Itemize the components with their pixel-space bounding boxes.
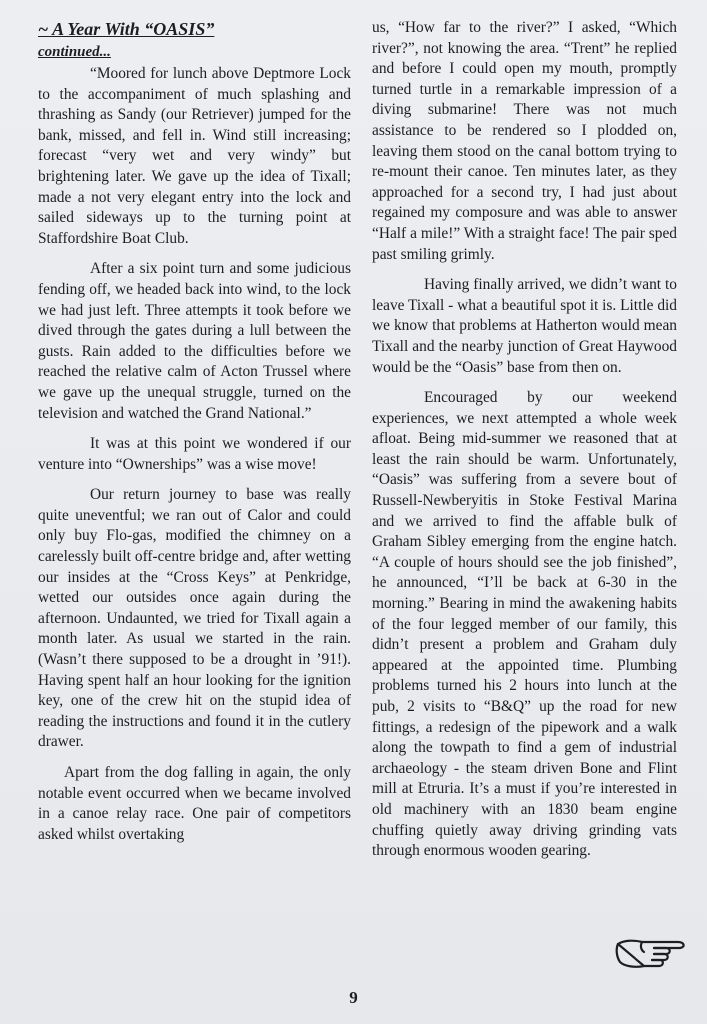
paragraph: Encouraged by our weekend experiences, we next attempted a whole week afloat. Being mid-summer we reasoned that at least the rain should be warm. Unfortunately, “Oasis” was suffering from a severe bout of Russell-Newberyitis in Stoke Festival Marina and we arrived to find the affable bulk of Graham Sibley emerging from the engine hatch. “A couple of hours should see the job finished”, he announced, “I’ll be back at 6-30 in the morning.” Bearing in mind the awakening habits of the four legged member of our family, this didn’t present a problem and Graham duly appeared at the appointed time. Plumbing problems turned his 2 hours into lunch at the pub, 2 visits to “B&Q” up the road for new fittings, a redesign of the pipework and a walk along the towpath to find a gem of industrial archaeology - the steam driven Bone and Flint mill at Etruria. It’s a must if you’re interested in old machinery with an 1830 beam engine chuffing quietly away driving grinding vats through enormous wooden gearing. bbox=[372, 389, 677, 860]
paragraph: It was at this point we wondered if our venture into “Ownerships” was a wise move! bbox=[38, 435, 351, 473]
paragraph: us, “How far to the river?” I asked, “Which river?”, not knowing the area. “Trent” he replied and before I could open my mouth, promptly turned turtle in a remarkable impression of a diving submarine! There was not much assistance to be rendered so I plodded on, leaving them stood on the canal bottom trying to re-mount their canoe. Ten minutes later, as they approached for a second try, I had just about regained my composure and was able to answer “Half a mile!” With a straight face! The pair sped past smiling grimly. bbox=[372, 19, 677, 263]
paragraph: Having finally arrived, we didn’t want to leave Tixall - what a beautiful spot it is. Little did we know that problems at Hatherton would mean Tixall and the nearby junction of Great Haywood would be the “Oasis” base from then on. bbox=[372, 276, 677, 376]
pointing-hand-icon bbox=[614, 934, 690, 974]
article-title: ~ A Year With “OASIS” bbox=[38, 19, 215, 39]
page-number: 9 bbox=[349, 988, 358, 1007]
paragraph: Apart from the dog falling in again, the only notable event occurred when we became involved in a canoe relay race. One pair of competitors asked whilst overtaking bbox=[38, 764, 351, 843]
paragraph: Our return journey to base was really quite uneventful; we ran out of Calor and could only buy Flo-gas, modified the chimney on a carelessly built off-centre bridge and, after wetting our insides at the “Cross Keys” at Penkridge, wetted our outsides once again during the afternoon. Undaunted, we tried for Tixall again a month later. As usual we started in the rain. (Wasn’t there supposed to be a drought in ’91!). Having spent half an hour looking for the ignition key, one of the crew hit on the stupid idea of reading the instructions and found it in the cutlery drawer. bbox=[38, 486, 351, 751]
right-column bbox=[372, 18, 677, 872]
continued-label: continued... bbox=[38, 44, 111, 60]
paragraph: After a six point turn and some judicious fending off, we headed back into wind, to the lock we had just left. Three attempts it took before we dived through the gates during a lull between the gusts. Rain added to the difficulties before we reached the relative calm of Acton Trussel where we gave up the unequal struggle, turned on the television and watched the Grand National.” bbox=[38, 260, 351, 422]
paragraph: “Moored for lunch above Deptmore Lock to the accompaniment of much splashing and thrashing as Sandy (our Retriever) jumped for the bank, missed, and fell in. Wind still increasing; forecast “very wet and very windy” but brightening later. We gave up the idea of Tixall; made a not very elegant entry into the lock and sailed sideways up to the turning point at Staffordshire Boat Club. bbox=[38, 65, 351, 247]
left-column bbox=[38, 18, 351, 855]
